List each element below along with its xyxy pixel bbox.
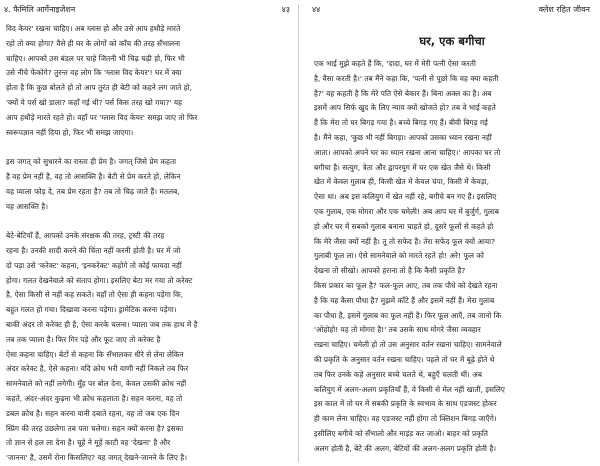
text-line: की प्रकृति के अनुसार वर्तन रखना चाहिए। पहले तो घर में बूढ़े होते थे [314, 354, 495, 364]
text-line: ऐसा था। अब इस कलियुग में खेत नहीं रहे, बगीचे बन गए हैं। इसलिए [314, 192, 497, 202]
text-line [6, 214, 290, 229]
text-line: तो ज्ञान से हल ला देना है। चूहे ने मूहें काटी वह 'देखना' है और [6, 438, 171, 448]
text-line: देखना तो सीखो। आपको हराना तो है कि कैसी प्रकृति है? [314, 266, 466, 276]
left-page [0, 0, 296, 466]
text-line: 'ओहोहो! यह तो मोगरा है!' तब उसके साथ मोगरे जैसा व्यवहार [314, 325, 481, 335]
text-line: हैं कि मेरा तो घर बिगड़ गया है। बच्चे बिगड़ गए हैं। बीवी बिगड़ गई [314, 118, 488, 128]
text-line: बहुत गलत हो गया। दिखावा करना पड़ेगा। ड्रामेटिक करना पड़ेगा। [6, 305, 177, 315]
text-line: ऐसा कहना चाहिए। बेटों से कहना कि सँभालकर धीरे से लेना लेकिन [6, 349, 184, 359]
text-line: 'क्यों ये पर्स खो डाला? कहाँ गई थी? पर्स किस तरह खो गया?' यह [6, 97, 183, 107]
text-line [6, 140, 290, 155]
text-line: है वह प्रेम नहीं है, वह तो आसक्ति है। बेटी से प्रेम करते हो, लेकिन [6, 171, 181, 181]
text-line: बाकी अंदर तो करेक्ट ही है, ऐसा करके चलना। प्याला जब तक हाथ में है [6, 319, 198, 329]
text-line: एक गुलाब, एक मोगरा और एक चमेली! अब आप घर में बुर्जुर्ग, गुलाब [314, 206, 499, 216]
text-line: गुलाबी फूल ला। ऐसे सामनेवाले को मारते रहते हो! अरे! फूल को [314, 251, 484, 261]
text-line: दो पड़ा उसे 'करेक्ट' कहना, 'इनकरेक्ट' कहोगे तो कोई फायदा नहीं [6, 260, 182, 270]
text-line: है कि यह कैसा पौधा है? मुझमें काँटे हैं और इसमें नहीं हैं। मेरा गुलाब [314, 295, 495, 305]
text-line: किस प्रकार का फूल है? फल-फूल आए, तब तक पौधे को देखते रहना [314, 280, 498, 290]
right-page-text [314, 57, 594, 457]
right-page-number: ४४ [312, 5, 321, 14]
text-line: बेटे-बेटियाँ हैं, आपको उनके संरक्षक की तरह, ट्रस्टी की तरह [6, 231, 165, 241]
text-line: खेत में केवल गुलाब ही, किसी खेत में केवल चंपा, किसी में केवड़ा, [314, 177, 490, 187]
text-line: एक भाई मुझे कहते हैं कि, 'दादा, घर में मेरी पत्नी ऐसा करती [314, 59, 476, 68]
text-line: कहते, अंदर-अंदर कुढ़ना भी क्रोध कहलाता है। सहन करना, वह तो [6, 393, 183, 403]
text-line: होता है कि कुछ बोलते हो तो आप तुरंत ही बेटी को कहने लग जाते हो, [6, 83, 192, 93]
text-line: ही काम लेना चाहिए। वह एडजस्ट नहीं होगा तो क्लिशन बिगड़ जाएँगे। [314, 414, 497, 424]
text-line: स्प्रिंग की तरह उछलेगा तब पता चलेगा। सहन क्यों करना है? इसका [6, 423, 184, 433]
text-line: आता। आपको अपने घर का ध्यान रखना आना चाहिए।' आपका घर तो [314, 147, 501, 157]
text-line: वह आसक्ति है। [6, 201, 49, 211]
text-line: तब फिर उनके कहे अनुसार बच्चे चलते थे, बहुएँ चलती थीं। अब [314, 369, 483, 379]
text-line: कि मेरे जैसा क्यों नहीं है। तू तो सफेद है। तेरा सफेद फूल क्यों आया? [314, 236, 496, 246]
text-line: सामनेवाले को नहीं लगेगी। मुँह पर बोल देना, केवल उसकी क्रोध नहीं [6, 379, 187, 389]
left-running-title: ४. फैमिलि आर्गेनाइजेशन [4, 5, 76, 14]
text-line: इस जगत् को सुधारने का रास्ता ही प्रेम है। जगत् जिसे प्रेम कहता [6, 157, 177, 167]
left-page-number: ४३ [281, 5, 290, 14]
text-line: हो और घर में सबको गुलाब बनाना चाहते हो, दूसरे फूलों से कहते हो [314, 221, 494, 231]
text-line: अंदर करेक्ट है, ऐसे कहना। यदि क्रोध भरी वाणी नहीं निकले तब फिर [6, 364, 189, 374]
left-page-text [6, 22, 290, 466]
text-line: होगा। गलत देखनेवाले को संताप होगा। इसलिए बेटा मर गया तो करेक्ट [6, 275, 193, 285]
text-line: स्वरूपज्ञान नहीं दिया हो, फिर भी समझ जाएगा। [6, 127, 134, 137]
text-line: तब तक प्याला है। फिर गिर पड़े और फूट जाए तो करेक्ट है [6, 334, 161, 344]
chapter-title: घर, एक बगीचा [419, 34, 485, 48]
text-line: चाहिए। आपको उस बंडल पर चाहे जितनी भी चिढ़ चढ़ी हो, फिर भी [6, 53, 185, 63]
text-line: का पौधा है, इसमें गुलाब का फूल नहीं है। फिर फूल आएँ, तब जानो कि [314, 310, 502, 320]
text-line: इसीलिए बगीचे को सँभालो और माइंड कर जाओ। बाहर को प्रकृति [314, 428, 488, 438]
right-page [304, 0, 600, 466]
text-line: विद केयर' रखना चाहिए। अब ग्लास हो और उसे आप हथौड़े मारते [6, 24, 181, 33]
text-line: अलग होती है, बेटे की अलग, बेटियों की अलग-अलग प्रकृति होती है। [314, 443, 497, 453]
page-gutter [298, 4, 299, 462]
text-line: है, ऐसा किसी से नहीं कह सकते। वहाँ तो ऐसा ही कहना पड़ेगा कि, [6, 290, 184, 300]
text-line: इस काल में तो घर में सबकी प्रकृति के स्वभाव के साथ एडजस्ट होकर [314, 399, 497, 409]
text-line: कलियुग में अलग-अलग प्रकृतियाँ हैं, वे किसी से मेल नहीं खातीं, इसलिए [314, 384, 505, 394]
text-line: बगीचा है। सत्युग, त्रेता और द्वापरयुग में घर एक खेत जैसे थे। किसी [314, 162, 491, 172]
text-line: वह प्याला फोड़ दे, तब प्रेम रहता है? तब तो चिढ़ जाते हैं। मतलब, [6, 186, 180, 196]
text-line: उसे नीचे फेंकोगे? तुरन्त वह लोग कि 'ग्लास विद केयर'! घर में क्या [6, 68, 182, 78]
left-running-head [4, 4, 290, 16]
text-line: है, वैसा करती है।' तब मैंने कहा कि, 'पत्नी से पूछो कि वह क्या कहती [314, 73, 499, 83]
text-line: 'जानना' है, उसमें रोना किसलिए? यह जगत् देखने-जानने के लिए है। [6, 453, 188, 463]
text-line: इसमें आप सिर्फ खुद के लिए न्याय क्यों खोजते हो? तब वे भाई कहते [314, 103, 496, 113]
text-line: रखना चाहिए। चमेली हो तो उस अनुसार वर्तन रखना चाहिए। सामनेवाले [314, 340, 502, 350]
text-line: है। मैंने कहा, 'कुछ भी नहीं बिगड़ा। आपको उसका ध्यान रखना नहीं [314, 132, 492, 142]
text-line: है?' वह कहती है कि मेरे पति ऐसे बेकार हैं। बिना अक्ल का है। अब [314, 88, 492, 98]
right-running-title: क्लेश रहित जीवन [538, 5, 590, 14]
text-line: रहो तो क्या होगा? वैसे ही घर के लोगों को काँच की तरह सँभालना [6, 38, 181, 48]
text-line: डबल क्रोध है। सहन करना यानी दबाते रहना, वह तो जब एक दिन [6, 408, 180, 418]
text-line: रहना है। उनकी शादी करने की चिंता नहीं करनी होती है। घर में जो [6, 245, 181, 255]
right-running-head [308, 4, 594, 16]
text-line: आप हथौड़े मारते रहते हो। वहाँ पर 'ग्लास विद केयर' समझ जाए तो फिर [6, 112, 198, 122]
